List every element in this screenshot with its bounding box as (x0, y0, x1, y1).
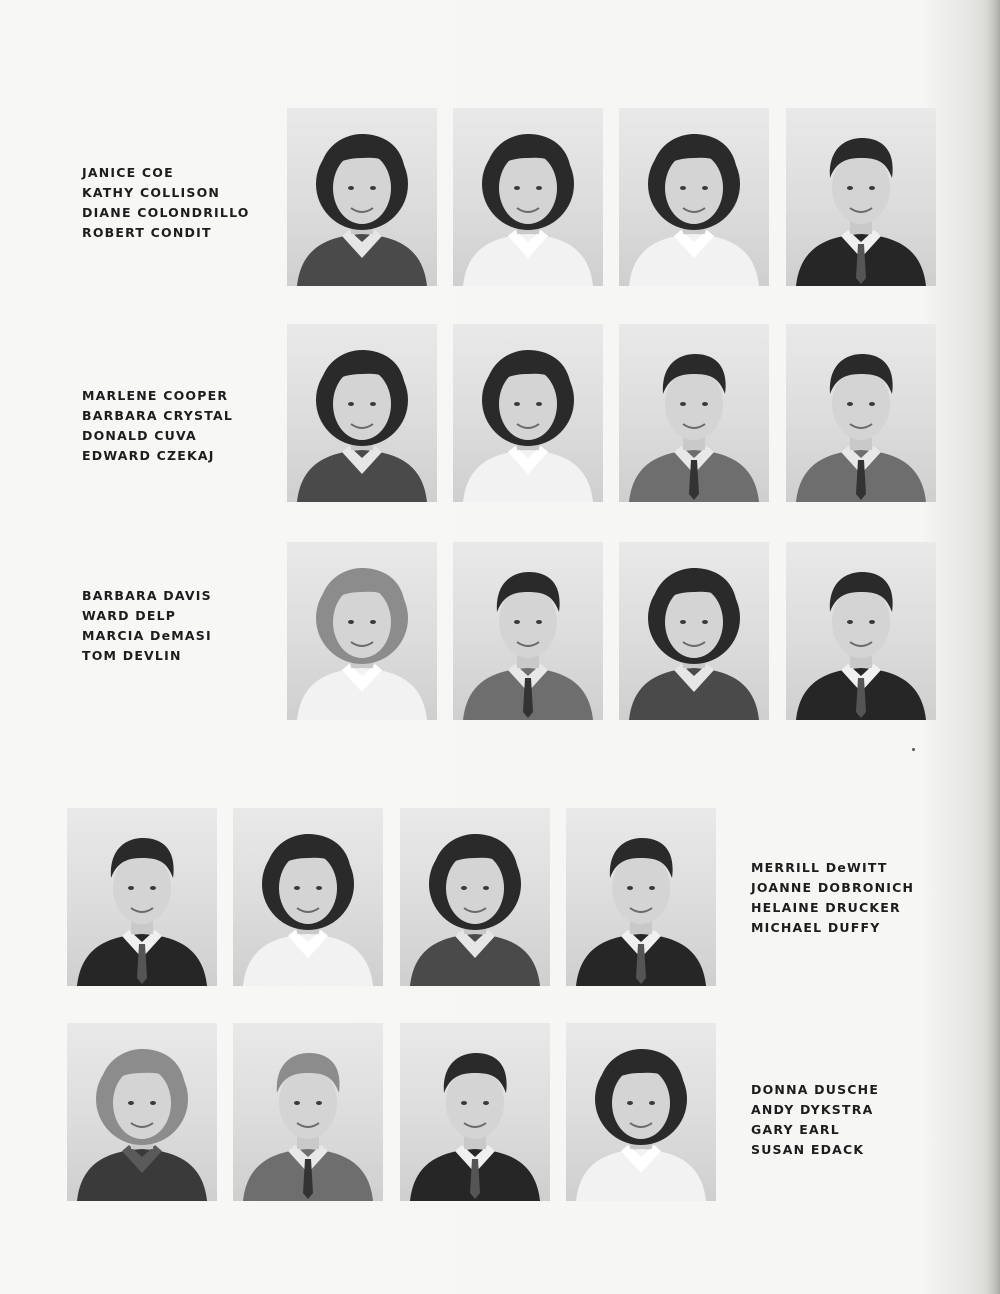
portrait-photo (233, 808, 383, 986)
portrait-silhouette (453, 324, 603, 502)
student-name: MARLENE COOPER (82, 388, 229, 403)
portrait-eye (150, 886, 156, 890)
portrait-attire (629, 234, 759, 286)
portrait-attire (463, 450, 593, 502)
portrait-face (113, 1067, 171, 1139)
portrait-eye (370, 402, 376, 406)
student-name: EDWARD CZEKAJ (82, 448, 215, 463)
portrait-eye (702, 402, 708, 406)
portrait-face (665, 152, 723, 224)
portrait-eye (483, 886, 489, 890)
portrait-eye (627, 886, 633, 890)
portrait-photo (400, 1023, 550, 1201)
portrait-eye (680, 620, 686, 624)
portrait-eye (649, 886, 655, 890)
student-name: DIANE COLONDRILLO (82, 205, 250, 220)
portrait-eye (370, 620, 376, 624)
page-edge-shadow (986, 0, 1000, 1294)
student-name: TOM DEVLIN (82, 648, 182, 663)
portrait-silhouette (233, 1023, 383, 1201)
portrait-attire (297, 234, 427, 286)
student-name: GARY EARL (751, 1122, 840, 1137)
student-name: ROBERT CONDIT (82, 225, 212, 240)
portrait-eye (847, 402, 853, 406)
portrait-eye (483, 1101, 489, 1105)
portrait-eye (348, 186, 354, 190)
portrait-face (333, 586, 391, 658)
portrait-photo (453, 324, 603, 502)
name-list-row-4 (751, 858, 914, 938)
portrait-face (333, 152, 391, 224)
portrait-eye (461, 886, 467, 890)
student-name: MARCIA DeMASI (82, 628, 212, 643)
portrait-photo (287, 542, 437, 720)
student-name: SUSAN EDACK (751, 1142, 865, 1157)
portrait-silhouette (67, 1023, 217, 1201)
portrait-attire (629, 668, 759, 720)
portrait-face (499, 152, 557, 224)
portrait-photo (233, 1023, 383, 1201)
name-list-row-3 (82, 586, 212, 666)
portrait-eye (514, 620, 520, 624)
portrait-silhouette (566, 1023, 716, 1201)
portrait-silhouette (287, 108, 437, 286)
portrait-photo (400, 808, 550, 986)
portrait-eye (370, 186, 376, 190)
portrait-silhouette (400, 808, 550, 986)
portrait-photo (287, 108, 437, 286)
portrait-silhouette (619, 108, 769, 286)
student-name: KATHY COLLISON (82, 185, 221, 200)
portrait-photo (566, 808, 716, 986)
portrait-silhouette (287, 324, 437, 502)
portrait-photo (453, 542, 603, 720)
portrait-attire (77, 1149, 207, 1201)
portrait-attire (297, 450, 427, 502)
student-name: HELAINE DRUCKER (751, 900, 901, 915)
portrait-eye (461, 1101, 467, 1105)
portrait-eye (869, 402, 875, 406)
portrait-silhouette (400, 1023, 550, 1201)
portrait-eye (316, 886, 322, 890)
portrait-eye (514, 402, 520, 406)
portrait-silhouette (566, 808, 716, 986)
portrait-eye (847, 620, 853, 624)
name-list-row-5 (751, 1080, 879, 1160)
portrait-photo (566, 1023, 716, 1201)
portrait-silhouette (453, 108, 603, 286)
portrait-photo (619, 542, 769, 720)
portrait-photo (619, 324, 769, 502)
portrait-attire (243, 934, 373, 986)
portrait-silhouette (67, 808, 217, 986)
portrait-eye (680, 402, 686, 406)
portrait-photo (287, 324, 437, 502)
portrait-photo (453, 108, 603, 286)
portrait-face (499, 368, 557, 440)
portrait-silhouette (453, 542, 603, 720)
portrait-face (333, 368, 391, 440)
portrait-face (279, 852, 337, 924)
portrait-silhouette (786, 542, 936, 720)
portrait-photo (786, 324, 936, 502)
portrait-eye (128, 1101, 134, 1105)
portrait-eye (702, 186, 708, 190)
portrait-eye (536, 620, 542, 624)
portrait-face (446, 852, 504, 924)
portrait-eye (627, 1101, 633, 1105)
student-name: JANICE COE (82, 165, 174, 180)
portrait-eye (150, 1101, 156, 1105)
portrait-silhouette (287, 542, 437, 720)
portrait-eye (536, 402, 542, 406)
student-name: DONALD CUVA (82, 428, 197, 443)
portrait-face (665, 586, 723, 658)
portrait-eye (680, 186, 686, 190)
student-name: BARBARA CRYSTAL (82, 408, 234, 423)
portrait-photo (67, 808, 217, 986)
portrait-eye (869, 620, 875, 624)
portrait-photo (786, 542, 936, 720)
portrait-photo (67, 1023, 217, 1201)
print-speck (912, 748, 915, 751)
student-name: WARD DELP (82, 608, 177, 623)
portrait-eye (348, 402, 354, 406)
portrait-photo (619, 108, 769, 286)
portrait-silhouette (233, 808, 383, 986)
student-name: MICHAEL DUFFY (751, 920, 881, 935)
portrait-eye (649, 1101, 655, 1105)
portrait-eye (514, 186, 520, 190)
student-name: DONNA DUSCHE (751, 1082, 880, 1097)
portrait-attire (410, 934, 540, 986)
portrait-silhouette (786, 324, 936, 502)
portrait-silhouette (786, 108, 936, 286)
portrait-eye (847, 186, 853, 190)
portrait-silhouette (619, 324, 769, 502)
portrait-eye (869, 186, 875, 190)
portrait-photo (786, 108, 936, 286)
portrait-attire (576, 1149, 706, 1201)
name-list-row-2 (82, 386, 233, 466)
student-name: ANDY DYKSTRA (751, 1102, 874, 1117)
portrait-silhouette (619, 542, 769, 720)
portrait-eye (294, 1101, 300, 1105)
student-name: BARBARA DAVIS (82, 588, 212, 603)
portrait-face (612, 1067, 670, 1139)
portrait-eye (536, 186, 542, 190)
student-name: MERRILL DeWITT (751, 860, 888, 875)
portrait-eye (702, 620, 708, 624)
portrait-eye (294, 886, 300, 890)
student-name: JOANNE DOBRONICH (751, 880, 915, 895)
portrait-attire (463, 234, 593, 286)
portrait-eye (348, 620, 354, 624)
portrait-attire (297, 668, 427, 720)
name-list-row-1 (82, 163, 250, 243)
portrait-eye (128, 886, 134, 890)
portrait-eye (316, 1101, 322, 1105)
